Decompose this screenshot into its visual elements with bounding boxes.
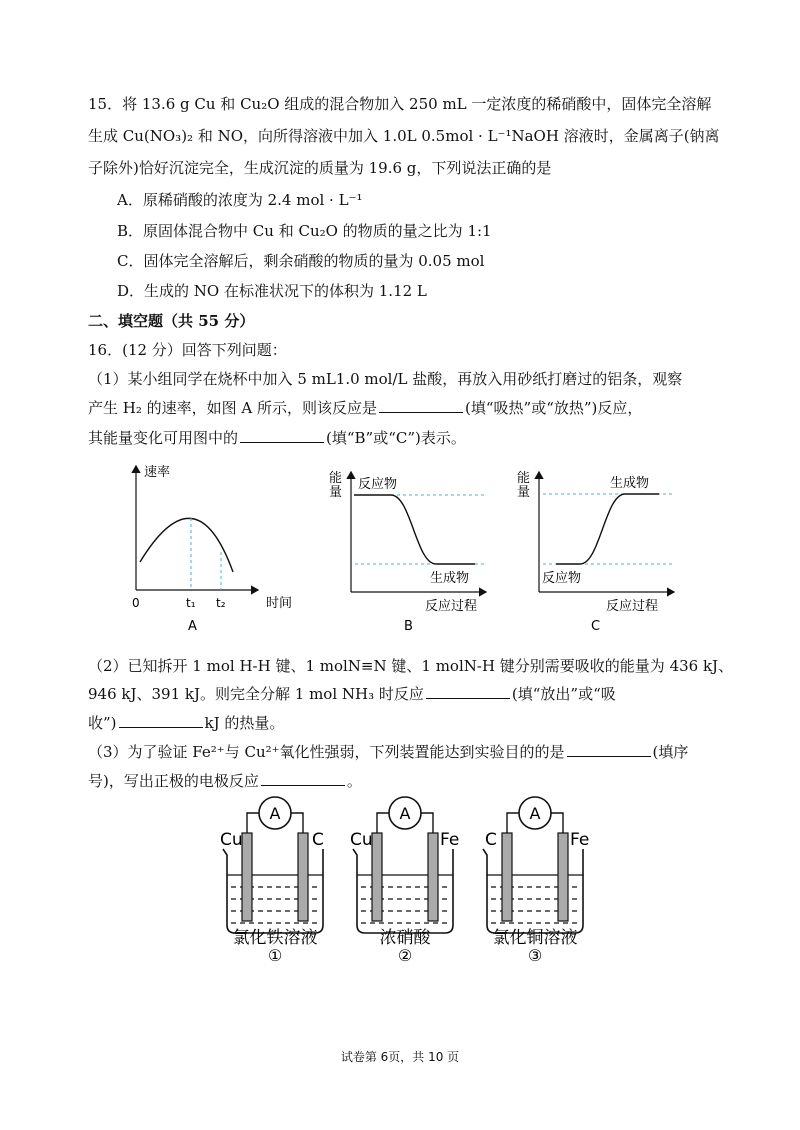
cell-2 xyxy=(350,797,459,965)
q16-part1-text-a: 产生 H₂ 的速率，如图 A 所示，则该反应是 xyxy=(88,399,378,417)
cell-3-right-electrode: Fe xyxy=(570,830,590,850)
answer-blank[interactable] xyxy=(567,742,651,757)
graph-c-ylabel-1: 能 xyxy=(517,471,531,486)
q16-part3-line-1 xyxy=(88,742,688,762)
q16-part2-text-c: 收”) xyxy=(88,714,117,732)
cell-1-right-electrode: C xyxy=(312,830,324,850)
q16-title: 16．(12 分）回答下列问题： xyxy=(88,341,287,359)
answer-blank[interactable] xyxy=(119,713,203,728)
ammeter-icon: A xyxy=(529,804,541,823)
graph-b-caption: B xyxy=(404,619,413,634)
cell-3-left-electrode: C xyxy=(485,830,497,850)
answer-blank[interactable] xyxy=(261,771,345,786)
q16-part1-line-3 xyxy=(88,428,466,448)
graph-b-ylabel-1: 能 xyxy=(329,471,343,486)
q16-part1-text-c: 其能量变化可用图中的 xyxy=(88,429,239,447)
q15-option-b: B．原固体混合物中 Cu 和 Cu₂O 的物质的量之比为 1:1 xyxy=(117,222,492,240)
q16-part2-text-d: kJ 的热量。 xyxy=(204,714,285,732)
graph-c-bottom-label: 反应物 xyxy=(542,571,582,586)
ammeter-icon: A xyxy=(399,804,411,823)
q16-part2-line-3 xyxy=(88,713,284,733)
cell-1-number: ① xyxy=(267,946,283,965)
q15-option-c: C．固体完全溶解后，剩余硝酸的物质的量为 0.05 mol xyxy=(117,252,485,270)
cell-3 xyxy=(483,797,589,965)
graph-a-caption: A xyxy=(188,619,197,634)
energy-curve-endothermic xyxy=(556,494,659,564)
graph-a xyxy=(132,464,292,634)
q16-part2-line-1: （2）已知拆开 1 mol H-H 键、1 molN≡N 键、1 molN-H 键分别需要吸收的能量为 436 kJ、 xyxy=(88,657,734,675)
q15-line-3: 子除外)恰好沉淀完全，生成沉淀的质量为 19.6 g，下列说法正确的是 xyxy=(88,159,552,177)
section-heading: 二、填空题（共 55 分） xyxy=(88,312,255,330)
q16-part3-text-a: （3）为了验证 Fe²⁺与 Cu²⁺氧化性强弱，下列装置能达到实验目的的是 xyxy=(88,743,565,761)
galvanic-cells xyxy=(215,795,595,965)
graph-a-t2: t₂ xyxy=(216,596,226,610)
q15-line-2: 生成 Cu(NO₃)₂ 和 NO，向所得溶液中加入 1.0L 0.5mol · L⁻¹NaOH 溶液时，金属离子(钠离 xyxy=(88,127,720,145)
q15-line-1: 15．将 13.6 g Cu 和 Cu₂O 组成的混合物加入 250 mL 一定浓度的稀硝酸中，固体完全溶解 xyxy=(88,95,712,113)
graph-a-origin: 0 xyxy=(132,596,140,610)
q16-part2-text-a: 946 kJ、391 kJ。则完全分解 1 mol NH₃ 时反应 xyxy=(88,685,424,703)
page-footer: 试卷第 6页，共 10 页 xyxy=(340,1050,460,1064)
cell-3-number: ③ xyxy=(527,946,543,965)
graph-a-ylabel: 速率 xyxy=(144,465,171,480)
graph-b-ylabel-2: 量 xyxy=(329,485,343,500)
graph-c-xlabel: 反应过程 xyxy=(606,599,659,614)
graph-b xyxy=(329,470,486,634)
q16-part1-line-2 xyxy=(88,398,642,418)
graph-a-xlabel: 时间 xyxy=(266,596,293,611)
rate-curve xyxy=(140,518,233,572)
energy-curve-exothermic xyxy=(354,495,475,564)
q16-part3-text-c: 号)，写出正极的电极反应 xyxy=(88,772,259,790)
graph-c-ylabel-2: 量 xyxy=(517,485,531,500)
q16-part3-text-b: (填序 xyxy=(652,743,689,761)
q16-part2-line-2 xyxy=(88,684,616,704)
cell-2-solution: 浓硝酸 xyxy=(379,928,431,948)
graph-b-top-label: 反应物 xyxy=(358,477,398,492)
graph-b-bottom-label: 生成物 xyxy=(430,571,470,586)
answer-blank[interactable] xyxy=(426,684,510,699)
q16-part2-text-b: (填“放出”或“吸 xyxy=(511,685,616,703)
q15-option-d: D．生成的 NO 在标准状况下的体积为 1.12 L xyxy=(117,282,427,300)
cell-2-number: ② xyxy=(397,946,413,965)
q15-option-a: A．原稀硝酸的浓度为 2.4 mol · L⁻¹ xyxy=(117,191,363,209)
cell-3-solution: 氯化铜溶液 xyxy=(492,928,578,948)
ammeter-icon: A xyxy=(269,804,281,823)
cell-1-left-electrode: Cu xyxy=(220,830,243,850)
graph-b-xlabel: 反应过程 xyxy=(425,599,478,614)
q16-part3-line-2 xyxy=(88,771,362,791)
cell-1-solution: 氯化铁溶液 xyxy=(232,928,318,948)
answer-blank[interactable] xyxy=(379,398,463,413)
cell-2-right-electrode: Fe xyxy=(440,830,460,850)
q16-part1-text-b: (填“吸热”或“放热”)反应， xyxy=(465,399,643,417)
graph-c xyxy=(517,470,674,634)
answer-blank[interactable] xyxy=(240,428,324,443)
reaction-graphs xyxy=(118,460,688,640)
q16-part1-line-1: （1）某小组同学在烧杯中加入 5 mL1.0 mol/L 盐酸，再放入用砂纸打磨过的铝条，观察 xyxy=(88,370,683,388)
graph-a-t1: t₁ xyxy=(186,596,196,610)
graph-c-top-label: 生成物 xyxy=(610,476,650,491)
q16-part1-text-d: (填“B”或“C”)表示。 xyxy=(326,429,466,447)
q16-part3-text-d: 。 xyxy=(346,772,362,790)
cell-2-left-electrode: Cu xyxy=(350,830,373,850)
cell-1 xyxy=(220,797,324,965)
graph-c-caption: C xyxy=(591,619,601,634)
